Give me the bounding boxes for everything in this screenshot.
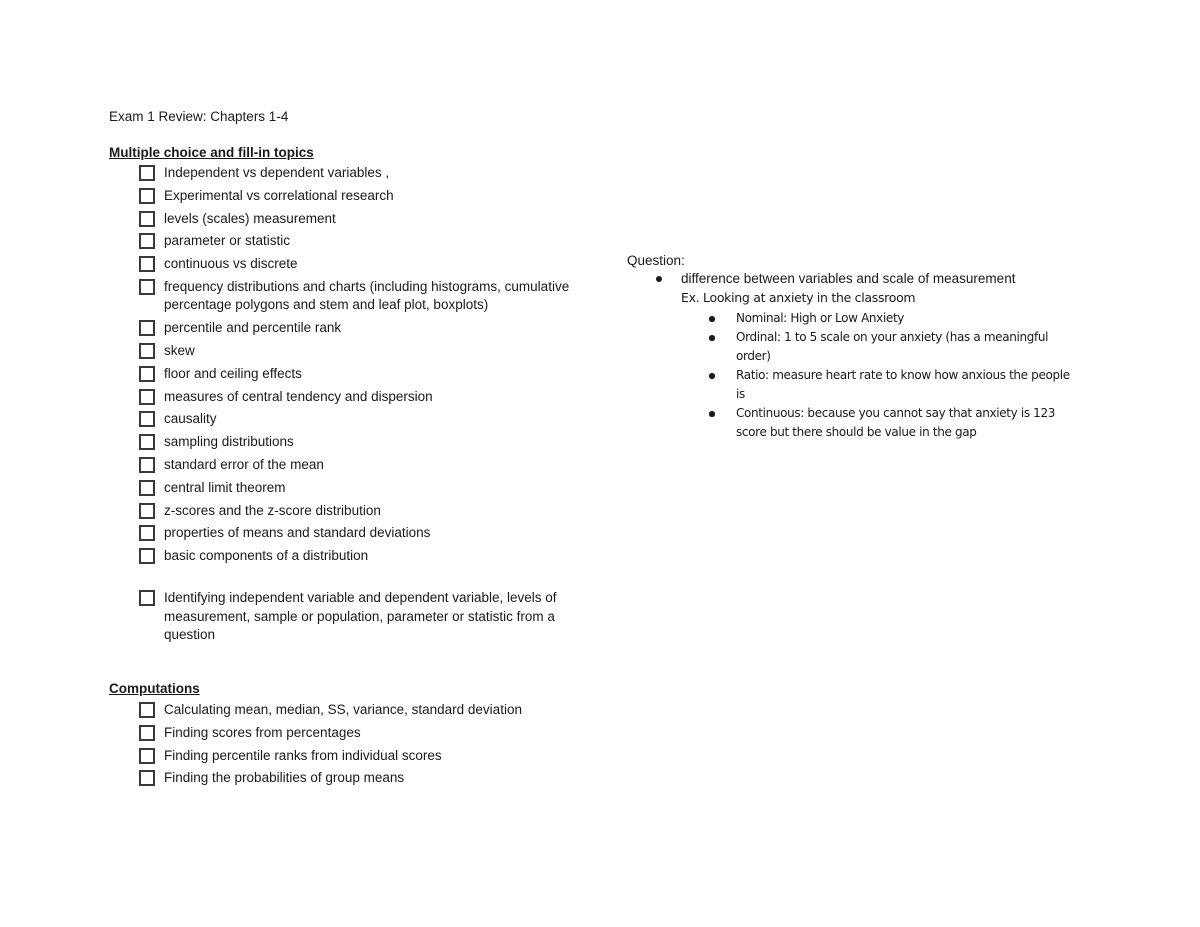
sub-bullet xyxy=(736,328,1081,366)
checklist-item xyxy=(138,724,522,743)
sub-bullet xyxy=(736,366,1081,404)
checklist-item-label: levels (scales) measurement xyxy=(164,210,336,226)
checkbox-icon[interactable] xyxy=(139,279,155,295)
checklist-item xyxy=(138,164,574,183)
example-line: Ex. Looking at anxiety in the classroom xyxy=(681,290,916,305)
multiple-choice-checklist xyxy=(138,164,574,570)
checklist-item xyxy=(138,769,522,788)
checkbox-icon[interactable] xyxy=(139,770,155,786)
checkbox-icon[interactable] xyxy=(139,748,155,764)
checkbox-icon[interactable] xyxy=(139,548,155,564)
sub-bullet xyxy=(736,404,1081,442)
sub-bullet-text: Ratio: measure heart rate to know how anxious the people is xyxy=(736,368,1070,401)
checklist-item xyxy=(138,701,522,720)
checklist-item-label: Finding the probabilities of group means xyxy=(164,770,405,786)
checkbox-icon[interactable] xyxy=(139,256,155,272)
bullet-icon xyxy=(709,373,715,379)
sub-bullet-text: Ordinal: 1 to 5 scale on your anxiety (has a meaningful order) xyxy=(736,330,1049,363)
sub-bullet xyxy=(736,309,1081,328)
multiple-choice-heading: Multiple choice and fill-in topics xyxy=(109,145,314,160)
checkbox-icon[interactable] xyxy=(139,525,155,541)
computations-heading: Computations xyxy=(109,681,200,696)
checklist-item xyxy=(138,342,574,361)
checklist-item-label: Finding scores from percentages xyxy=(164,724,361,740)
bullet-icon xyxy=(709,316,715,322)
checkbox-icon[interactable] xyxy=(139,188,155,204)
checkbox-icon[interactable] xyxy=(139,480,155,496)
checklist-item xyxy=(138,747,522,766)
bullet-icon xyxy=(709,411,715,417)
checklist-item xyxy=(138,502,574,521)
checkbox-icon[interactable] xyxy=(139,343,155,359)
checklist-item-label: percentile and percentile rank xyxy=(164,320,342,336)
sub-bullet-text: Nominal: High or Low Anxiety xyxy=(736,311,905,325)
checklist-item-label: Experimental vs correlational research xyxy=(164,187,394,203)
checklist-item-label: standard error of the mean xyxy=(164,457,324,473)
question-bullet-list xyxy=(681,270,1015,288)
checklist-item xyxy=(138,547,574,566)
document-title: Exam 1 Review: Chapters 1-4 xyxy=(109,109,289,124)
bullet-icon xyxy=(656,276,662,282)
checklist-item-label: frequency distributions and charts (including histograms, cumulative percentage polygons and stem and leaf plot, boxplots) xyxy=(164,278,570,313)
checklist-item xyxy=(138,456,574,475)
checklist-item xyxy=(138,365,574,384)
checklist-item-label: measures of central tendency and dispersion xyxy=(164,388,433,404)
checklist-item xyxy=(138,388,574,407)
checkbox-icon[interactable] xyxy=(139,434,155,450)
checklist-item xyxy=(138,410,574,429)
checkbox-icon[interactable] xyxy=(139,411,155,427)
checkbox-icon[interactable] xyxy=(139,389,155,405)
checklist-item xyxy=(138,210,574,229)
checklist-item xyxy=(138,278,574,315)
checkbox-icon[interactable] xyxy=(139,702,155,718)
question-bullet xyxy=(681,270,1015,288)
checklist-item-label: Independent vs dependent variables , xyxy=(164,165,390,180)
checkbox-icon[interactable] xyxy=(139,165,155,181)
checkbox-icon[interactable] xyxy=(139,590,155,606)
checklist-item-label: floor and ceiling effects xyxy=(164,365,302,381)
checklist-item xyxy=(138,255,574,274)
checklist-item xyxy=(138,589,569,645)
checkbox-icon[interactable] xyxy=(139,503,155,519)
checklist-item-label: basic components of a distribution xyxy=(164,548,369,564)
example-sub-bullet-list xyxy=(736,309,1081,442)
checklist-item-label: parameter or statistic xyxy=(164,233,291,249)
identifying-checklist xyxy=(138,589,569,649)
checklist-item xyxy=(138,187,574,206)
checkbox-icon[interactable] xyxy=(139,320,155,336)
checkbox-icon[interactable] xyxy=(139,366,155,382)
checklist-item xyxy=(138,319,574,338)
question-bullet-text: difference between variables and scale of measurement xyxy=(681,271,1016,286)
checklist-item-label: Identifying independent variable and dependent variable, levels of measurement, sample or population, parameter or statistic from a question xyxy=(164,590,557,642)
checklist-item xyxy=(138,479,574,498)
computations-checklist xyxy=(138,701,522,792)
checklist-item-label: Finding percentile ranks from individual scores xyxy=(164,747,442,763)
checklist-item-label: causality xyxy=(164,411,217,427)
checklist-item-label: skew xyxy=(164,343,195,359)
bullet-icon xyxy=(709,335,715,341)
checklist-item-label: properties of means and standard deviations xyxy=(164,525,431,541)
checklist-item xyxy=(138,232,574,251)
checklist-item xyxy=(138,433,574,452)
checklist-item-label: central limit theorem xyxy=(164,479,286,495)
checklist-item-label: continuous vs discrete xyxy=(164,256,298,272)
checkbox-icon[interactable] xyxy=(139,211,155,227)
checkbox-icon[interactable] xyxy=(139,233,155,249)
checklist-item-label: sampling distributions xyxy=(164,434,294,450)
checklist-item xyxy=(138,524,574,543)
checkbox-icon[interactable] xyxy=(139,725,155,741)
checklist-item-label: Calculating mean, median, SS, variance, standard deviation xyxy=(164,702,522,717)
checkbox-icon[interactable] xyxy=(139,457,155,473)
checklist-item-label: z-scores and the z-score distribution xyxy=(164,502,381,518)
question-label: Question: xyxy=(627,253,685,268)
sub-bullet-text: Continuous: because you cannot say that anxiety is 123 score but there should be value in the gap xyxy=(736,406,1056,439)
